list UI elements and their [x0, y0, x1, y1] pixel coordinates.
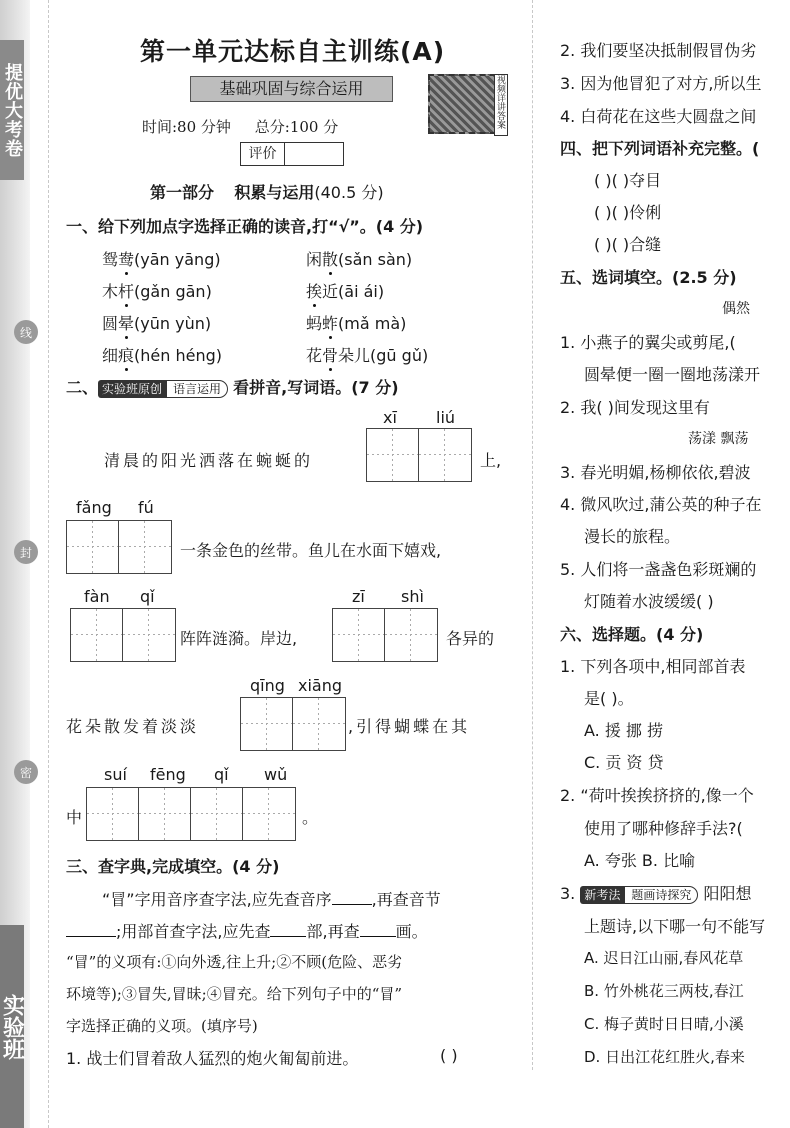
cut-line	[48, 0, 49, 1128]
q6-option[interactable]: A. 援 挪 捞	[584, 721, 664, 740]
q2-text: 各异的	[446, 629, 495, 648]
column-divider	[532, 0, 533, 1070]
q2-text: ,引得蝴蝶在其	[348, 717, 471, 736]
pinyin: xiāng	[298, 676, 343, 695]
q5-item: 灯随着水波缓缓( )	[584, 592, 714, 611]
q6-option[interactable]: C. 梅子黄时日日晴,小溪	[584, 1015, 744, 1033]
evaluation-label: 评价	[241, 143, 285, 165]
pinyin: fēng	[150, 765, 186, 784]
q5-item: 圆晕便一圈一圈地荡漾开	[584, 365, 761, 384]
word-bank: 偶然	[722, 301, 750, 317]
q1-item[interactable]: 闲散(sǎn sàn)	[306, 247, 412, 270]
evaluation-box	[240, 142, 344, 166]
tag-language: 语言运用	[166, 380, 228, 398]
q2-text: 中	[66, 808, 83, 827]
q1-item[interactable]: 圆晕(yūn yùn)	[102, 311, 211, 334]
q3-text: “冒”的义项有:①向外透,往上升;②不顾(危险、恶劣	[66, 953, 403, 971]
pinyin: qīng	[250, 676, 285, 695]
spine-series: 实验班	[0, 925, 24, 1128]
subtitle-banner: 基础巩固与综合运用	[190, 76, 393, 102]
part-heading	[150, 180, 384, 203]
word-bank: 荡漾 飘荡	[688, 431, 749, 447]
q6-item: 是( )。	[584, 689, 634, 708]
q3-item: 4. 白荷花在这些大圆盘之间	[560, 107, 757, 126]
pinyin: zī	[352, 587, 365, 606]
writing-grid[interactable]	[70, 608, 176, 662]
q6-item: 使用了哪种修辞手法?(	[584, 819, 743, 838]
pinyin: fàn	[84, 587, 110, 606]
q5-item: 3. 春光明媚,杨柳依依,碧波	[560, 463, 751, 482]
writing-grid[interactable]	[86, 787, 296, 841]
q3-title: 三、查字典,完成填空。(4 分)	[66, 857, 280, 876]
q4-title: 四、把下列词语补充完整。(	[560, 139, 760, 158]
q5-item: 5. 人们将一盏盏色彩斑斓的	[560, 560, 757, 579]
q6-option[interactable]: B. 竹外桃花三两枝,春江	[584, 982, 744, 1000]
q3-item: 1. 战士们冒着敌人猛烈的炮火匍匐前进。	[66, 1049, 359, 1068]
answer-paren[interactable]: ( )	[440, 1046, 458, 1065]
pinyin: xī	[383, 408, 397, 427]
writing-grid[interactable]	[66, 520, 172, 574]
q2-text: 清晨的阳光洒落在蜿蜒的	[104, 451, 314, 470]
qr-code-icon[interactable]	[428, 74, 496, 134]
answer-blank[interactable]	[270, 923, 306, 937]
spine-mark-xian: 线	[14, 320, 38, 344]
q6-option[interactable]: A. 迟日江山丽,春风花草	[584, 949, 744, 967]
q6-item: 2. “荷叶挨挨挤挤的,像一个	[560, 786, 754, 805]
pinyin: liú	[436, 408, 456, 427]
exam-meta	[142, 116, 338, 137]
page-title: 第一单元达标自主训练(A)	[140, 37, 446, 66]
tag-poem: 题画诗探究	[624, 886, 698, 904]
q1-item[interactable]: 花骨朵儿(gū gǔ)	[306, 343, 428, 366]
q2-text: 花朵散发着淡淡	[66, 717, 200, 736]
q4-item[interactable]: ( )( )合缝	[594, 235, 662, 254]
part-title: 积累与运用	[234, 183, 315, 202]
pinyin: shì	[401, 587, 424, 606]
q5-item: 2. 我( )间发现这里有	[560, 398, 710, 417]
total-score: 总分:100 分	[254, 118, 339, 136]
q5-title: 五、选词填空。(2.5 分)	[560, 268, 737, 287]
q5-item: 漫长的旅程。	[584, 527, 681, 546]
q6-item: 上题诗,以下哪一句不能写	[584, 917, 766, 936]
pinyin: qǐ	[214, 765, 229, 784]
q3-text: 字选择正确的义项。(填序号)	[66, 1017, 258, 1035]
pinyin: qǐ	[140, 587, 155, 606]
q2-text: 上,	[480, 451, 502, 470]
pinyin: fǎng	[76, 498, 112, 517]
spine-mark-feng: 封	[14, 540, 38, 564]
q3-text: “冒”字用音序查字法,应先查音序 ,再查音节	[102, 890, 441, 909]
q1-item[interactable]: 木杆(gǎn gān)	[102, 279, 212, 302]
q1-title: 一、给下列加点字选择正确的读音,打“√”。(4 分)	[66, 217, 424, 236]
qr-label: 视频详讲答案	[494, 74, 508, 136]
q3-text: 环境等);③冒失,冒昧;④冒充。给下列句子中的“冒”	[66, 985, 403, 1003]
q1-item[interactable]: 蚂蚱(mǎ mà)	[306, 311, 406, 334]
part-score: (40.5 分)	[314, 183, 384, 202]
answer-blank[interactable]	[360, 923, 396, 937]
q5-item: 4. 微风吹过,蒲公英的种子在	[560, 495, 762, 514]
writing-grid[interactable]	[332, 608, 438, 662]
spine-brand: 提优大考卷	[0, 40, 24, 180]
q1-item[interactable]: 挨近(āi ái)	[306, 279, 384, 302]
q5-item: 1. 小燕子的翼尖或剪尾,(	[560, 333, 736, 352]
pinyin: suí	[104, 765, 127, 784]
q4-item[interactable]: ( )( )夺目	[594, 171, 662, 190]
spine-mark-mi: 密	[14, 760, 38, 784]
tag-original: 实验班原创	[98, 380, 166, 398]
q3-item: 3. 因为他冒犯了对方,所以生	[560, 74, 762, 93]
q1-item[interactable]: 细痕(hén héng)	[102, 343, 222, 366]
tag-new-method: 新考法	[580, 886, 624, 904]
q6-option[interactable]: A. 夸张 B. 比喻	[584, 851, 696, 870]
q1-item[interactable]: 鸳鸯(yān yāng)	[102, 247, 221, 270]
q2-text: 阵阵涟漪。岸边,	[180, 629, 298, 648]
answer-blank[interactable]	[332, 891, 372, 905]
answer-blank[interactable]	[66, 923, 116, 937]
q2-text: 一条金色的丝带。鱼儿在水面下嬉戏,	[180, 541, 442, 560]
q6-item: 3. 新考法 题画诗探究 阳阳想	[560, 884, 752, 903]
pinyin: fú	[138, 498, 154, 517]
q4-item[interactable]: ( )( )伶俐	[594, 203, 662, 222]
q6-option[interactable]: D. 日出江花红胜火,春来	[584, 1048, 745, 1066]
writing-grid[interactable]	[366, 428, 472, 482]
q6-option[interactable]: C. 贡 资 贷	[584, 753, 664, 772]
writing-grid[interactable]	[240, 697, 346, 751]
pinyin: wǔ	[264, 765, 288, 784]
q6-item: 1. 下列各项中,相同部首表	[560, 657, 746, 676]
q2-title: 二、 实验班原创 语言运用 看拼音,写词语。(7 分)	[66, 378, 399, 397]
q3-item: 2. 我们要坚决抵制假冒伪劣	[560, 41, 757, 60]
q6-title: 六、选择题。(4 分)	[560, 625, 704, 644]
time-limit: 时间:80 分钟	[142, 118, 231, 136]
q2-text: 。	[302, 808, 319, 827]
q3-text: ;用部首查字法,应先查 部,再查 画。	[66, 919, 428, 942]
part-label: 第一部分	[150, 183, 215, 202]
